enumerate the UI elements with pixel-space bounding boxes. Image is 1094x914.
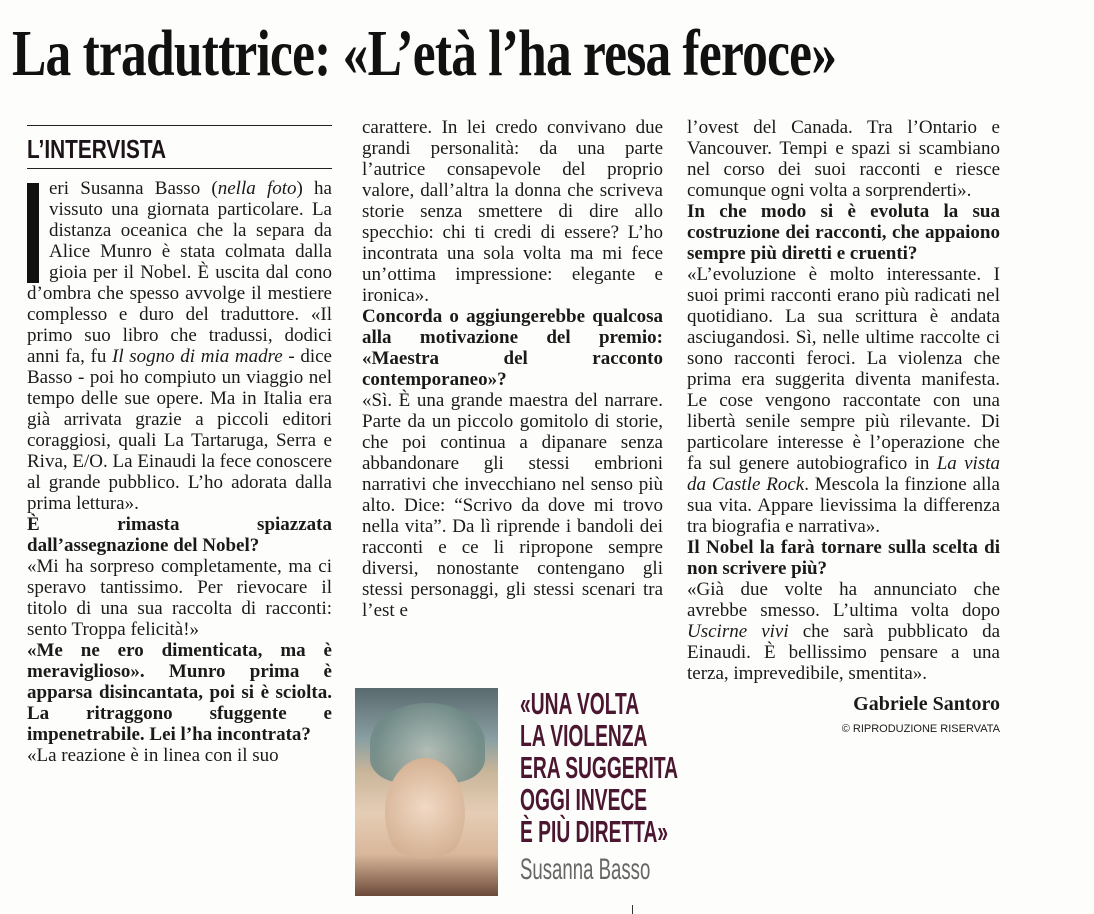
- pull-quote: [520, 686, 679, 849]
- divider: [632, 905, 633, 914]
- answer: carattere. In lei credo convivano due grandi personalità: da una parte l’autrice consapevole del proprio valore, dall’altra la donna che scriveva storie senza smettere di dire allo specchio: chi ti credi di essere? L’ho incontrata una sola volta ma mi fece un’ottima impressione: elegante e ironica».: [362, 117, 663, 306]
- pull-quote-line: ERA SUGGERITA: [520, 750, 679, 785]
- copyright-notice: © RIPRODUZIONE RISERVATA: [841, 723, 1000, 735]
- italic-text: nella foto: [217, 178, 297, 199]
- text: - dice Basso - poi ho compiuto un viaggio nel tempo delle sue opere. Ma in Italia era già arrivata grazie a piccoli editori coraggiosi, quali La Tartaruga, Serra e Riva, E/O. La Einaudi la fece conoscere al grande pubblico. L’ho adorata dalla prima lettura».: [27, 346, 332, 514]
- answer: [687, 579, 1000, 684]
- divider: [27, 125, 332, 126]
- article-column-1: [27, 178, 332, 766]
- text: . Mescola la finzione alla sua vita. Appare lievissima la differenza tra biografia e narrativa».: [687, 474, 1000, 537]
- article-column-3: [687, 117, 1000, 736]
- pull-quote-author: Susanna Basso: [520, 853, 651, 886]
- book-title: Uscirne vivi: [687, 621, 789, 642]
- drop-cap: [27, 183, 39, 283]
- headline: La traduttrice: «L’età l’ha resa feroce»: [12, 17, 837, 90]
- pull-quote-line: È PIÙ DIRETTA»: [520, 814, 669, 849]
- answer: «Sì. È una grande maestra del narrare. Parte da un piccolo gomitolo di storie, che poi continua a dipanare senza abbandonare gli stessi embrioni narrativi che invecchiano nel senso più alto. Dice: “Scrivo da dove mi trovo nella vita”. Da lì riprende i bandoli dei racconti e ce li ripropone sempre diversi, nonostante contengano gli stessi personaggi, gli stessi scenari tra l’est e: [362, 390, 663, 621]
- pull-quote-line: LA VIOLENZA: [520, 718, 648, 753]
- portrait-photo: [355, 688, 498, 896]
- answer: l’ovest del Canada. Tra l’Ontario e Vancouver. Tempi e spazi si scambiano nel corso dei suoi racconti e riesce comunque ogni volta a sorprenderti».: [687, 117, 1000, 201]
- text: «Già due volte ha annunciato che avrebbe smesso. L’ultima volta dopo: [687, 579, 1000, 621]
- text: eri Susanna Basso (: [49, 178, 218, 199]
- question: Il Nobel la farà tornare sulla scelta di non scrivere più?: [687, 537, 1000, 579]
- divider: [27, 168, 332, 169]
- question: «Me ne ero dimenticata, ma è meraviglioso». Munro prima è apparsa disincantata, poi si è sciolta. La ritraggono sfuggente e impenetrabile. Lei l’ha incontrata?: [27, 640, 332, 745]
- answer: «La reazione è in linea con il suo: [27, 745, 279, 766]
- text: «L’evoluzione è molto interessante. I suoi primi racconti erano più radicati nel quotidiano. La sua scrittura è andata asciugandosi. Sì, nelle ultime raccolte ci sono racconti feroci. La violenza che prima era suggerita diventa manifesta. Le cose vengono raccontate con una libertà senile sempre più rilevante. Di particolare interesse è l’operazione che fa sul genere autobiografico in: [687, 264, 1000, 474]
- byline: Gabriele Santoro: [853, 693, 1000, 715]
- pull-quote-line: OGGI INVECE: [520, 782, 648, 817]
- text: ) ha vissuto una giornata particolare. La distanza oceanica che la separa da Alice Munro è stata colmata dalla gioia per il Nobel. È uscita dal cono d’ombra che spesso avvolge il mestiere complesso e duro del traduttore. «Il primo suo libro che tradussi, dodici anni fa, fu: [27, 178, 332, 367]
- section-kicker: L’INTERVISTA: [27, 134, 167, 164]
- text: che sarà pubblicato da Einaudi. È bellissimo pensare a una terza, imprevedibile, smentita».: [687, 621, 1001, 684]
- question: È rimasta spiazzata dall’assegnazione del Nobel?: [27, 514, 332, 556]
- question: Concorda o aggiungerebbe qualcosa alla motivazione del premio: «Maestra del racconto contemporaneo»?: [362, 306, 663, 390]
- intro-paragraph: [27, 178, 332, 514]
- question: In che modo si è evoluta la sua costruzione dei racconti, che appaiono sempre più diretti e cruenti?: [687, 201, 1000, 264]
- photo-face: [385, 758, 465, 868]
- answer: [687, 264, 1000, 537]
- answer: «Mi ha sorpreso completamente, ma ci speravo tantissimo. Per rievocare il titolo di una sua raccolta di racconti: sento Troppa felicità!»: [27, 556, 332, 640]
- book-title: Il sogno di mia madre: [112, 346, 283, 367]
- book-title: La vista da Castle Rock: [687, 453, 1000, 495]
- article-column-2: [362, 117, 663, 621]
- pull-quote-line: «UNA VOLTA: [520, 686, 640, 721]
